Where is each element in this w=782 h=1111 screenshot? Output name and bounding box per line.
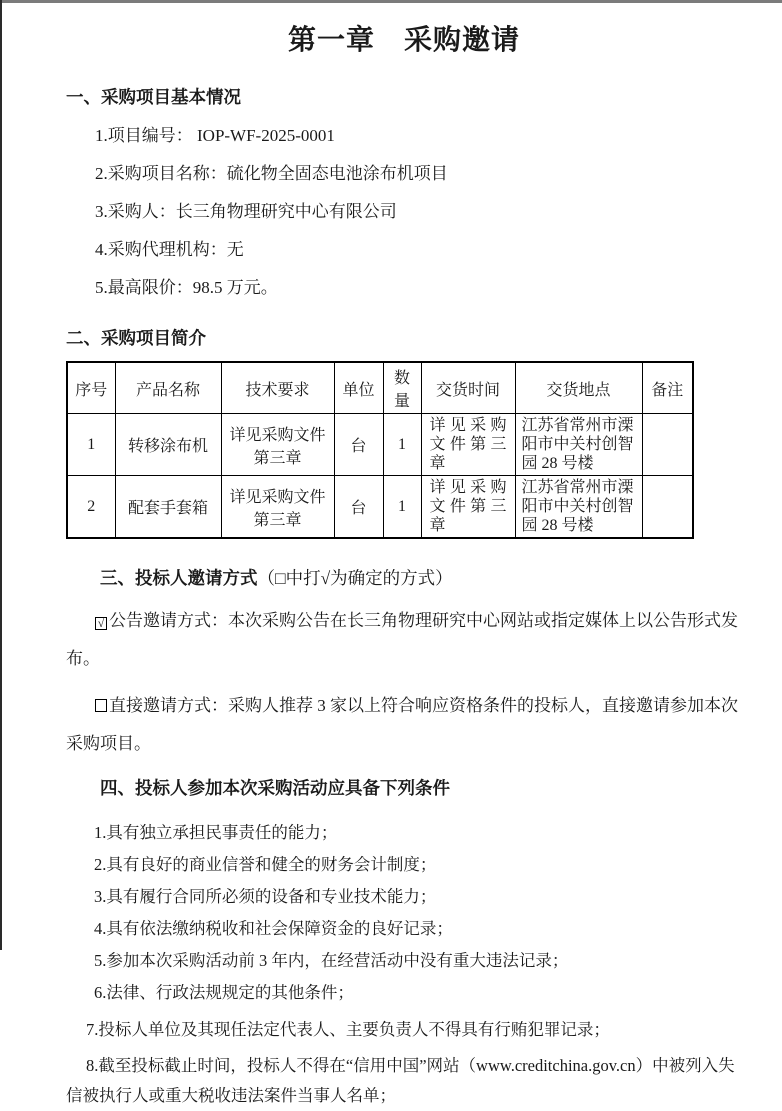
- cell-tech: 详见采购文件第三章: [221, 414, 334, 476]
- cell-delivery-place: 江苏省常州市溧阳市中关村创智园 28 号楼: [515, 414, 642, 476]
- cell-unit: 台: [334, 414, 383, 476]
- price-limit-line: 5.最高限价：98.5 万元。: [95, 278, 278, 297]
- col-header-delivery-time: 交货时间: [421, 362, 515, 414]
- condition-item-7: 7.投标人单位及其现任法定代表人、主要负责人不得具有行贿犯罪记录；: [86, 1020, 610, 1039]
- section3-heading-note: （□中打√为确定的方式）: [257, 568, 453, 588]
- agency-line: 4.采购代理机构：无: [95, 240, 244, 259]
- project-number-line: 1.项目编号： IOP-WF-2025-0001: [95, 126, 335, 145]
- condition-item-2: 2.具有良好的商业信誉和健全的财务会计制度；: [94, 855, 437, 874]
- cell-product: 转移涂布机: [115, 414, 221, 476]
- cell-delivery-place: 江苏省常州市溧阳市中关村创智园 28 号楼: [515, 476, 642, 539]
- condition-item-6: 6.法律、行政法规规定的其他条件；: [94, 983, 354, 1002]
- section2-heading: 二、采购项目简介: [66, 329, 206, 349]
- table-row: [67, 476, 693, 539]
- cell-unit: 台: [334, 476, 383, 539]
- checked-checkbox-icon[interactable]: √: [95, 617, 107, 630]
- col-header-seq: 序号: [67, 362, 115, 414]
- col-header-remark: 备注: [642, 362, 693, 414]
- direct-invite-paragraph: [66, 687, 742, 763]
- cell-product: 配套手套箱: [115, 476, 221, 539]
- announcement-invite-paragraph: [66, 602, 742, 678]
- cell-remark: [642, 476, 693, 539]
- table-row: [67, 414, 693, 476]
- table-header-row: [67, 362, 693, 414]
- unchecked-checkbox-icon[interactable]: [95, 699, 107, 712]
- section3-heading: [100, 565, 742, 590]
- condition-item-1: 1.具有独立承担民事责任的能力；: [94, 823, 338, 842]
- condition-item-8: 8.截至投标截止时间，投标人不得在“信用中国”网站（www.creditchina.gov.cn）中被列入失信被执行人或重大税收违法案件当事人名单；: [66, 1056, 735, 1105]
- cell-tech: 详见采购文件第三章: [221, 476, 334, 539]
- announcement-invite-text: 公告邀请方式：本次采购公告在长三角物理研究中心网站或指定媒体上以公告形式发布。: [66, 611, 738, 668]
- cell-qty: 1: [383, 414, 421, 476]
- purchaser-line: 3.采购人：长三角物理研究中心有限公司: [95, 202, 397, 221]
- col-header-unit: 单位: [334, 362, 383, 414]
- section4-heading: 四、投标人参加本次采购活动应具备下列条件: [100, 779, 450, 799]
- condition-item-3: 3.具有履行合同所必须的设备和专业技术能力；: [94, 887, 437, 906]
- cell-seq: 1: [67, 414, 115, 476]
- section3-heading-bold: 三、投标人邀请方式: [100, 569, 258, 589]
- condition-item-4: 4.具有依法缴纳税收和社会保障资金的良好记录；: [94, 919, 453, 938]
- cell-delivery-time: 详见采购文件第三章: [421, 476, 515, 539]
- section1-heading: 一、采购项目基本情况: [66, 88, 241, 108]
- page-left-edge-line: [0, 0, 2, 950]
- direct-invite-text: 直接邀请方式：采购人推荐 3 家以上符合响应资格条件的投标人，直接邀请参加本次采购项目。: [66, 696, 738, 753]
- col-header-product: 产品名称: [115, 362, 221, 414]
- product-table: [66, 361, 694, 539]
- col-header-delivery-place: 交货地点: [515, 362, 642, 414]
- col-header-tech: 技术要求: [221, 362, 334, 414]
- cell-remark: [642, 414, 693, 476]
- cell-qty: 1: [383, 476, 421, 539]
- cell-delivery-time: 详见采购文件第三章: [421, 414, 515, 476]
- project-name-line: 2.采购项目名称：硫化物全固态电池涂布机项目: [95, 164, 448, 183]
- condition-item-5: 5.参加本次采购活动前 3 年内，在经营活动中没有重大违法记录；: [94, 951, 569, 970]
- cell-seq: 2: [67, 476, 115, 539]
- col-header-qty: 数量: [383, 362, 421, 414]
- page-title: 第一章 采购邀请: [287, 23, 520, 56]
- page-top-edge-line: [0, 0, 782, 3]
